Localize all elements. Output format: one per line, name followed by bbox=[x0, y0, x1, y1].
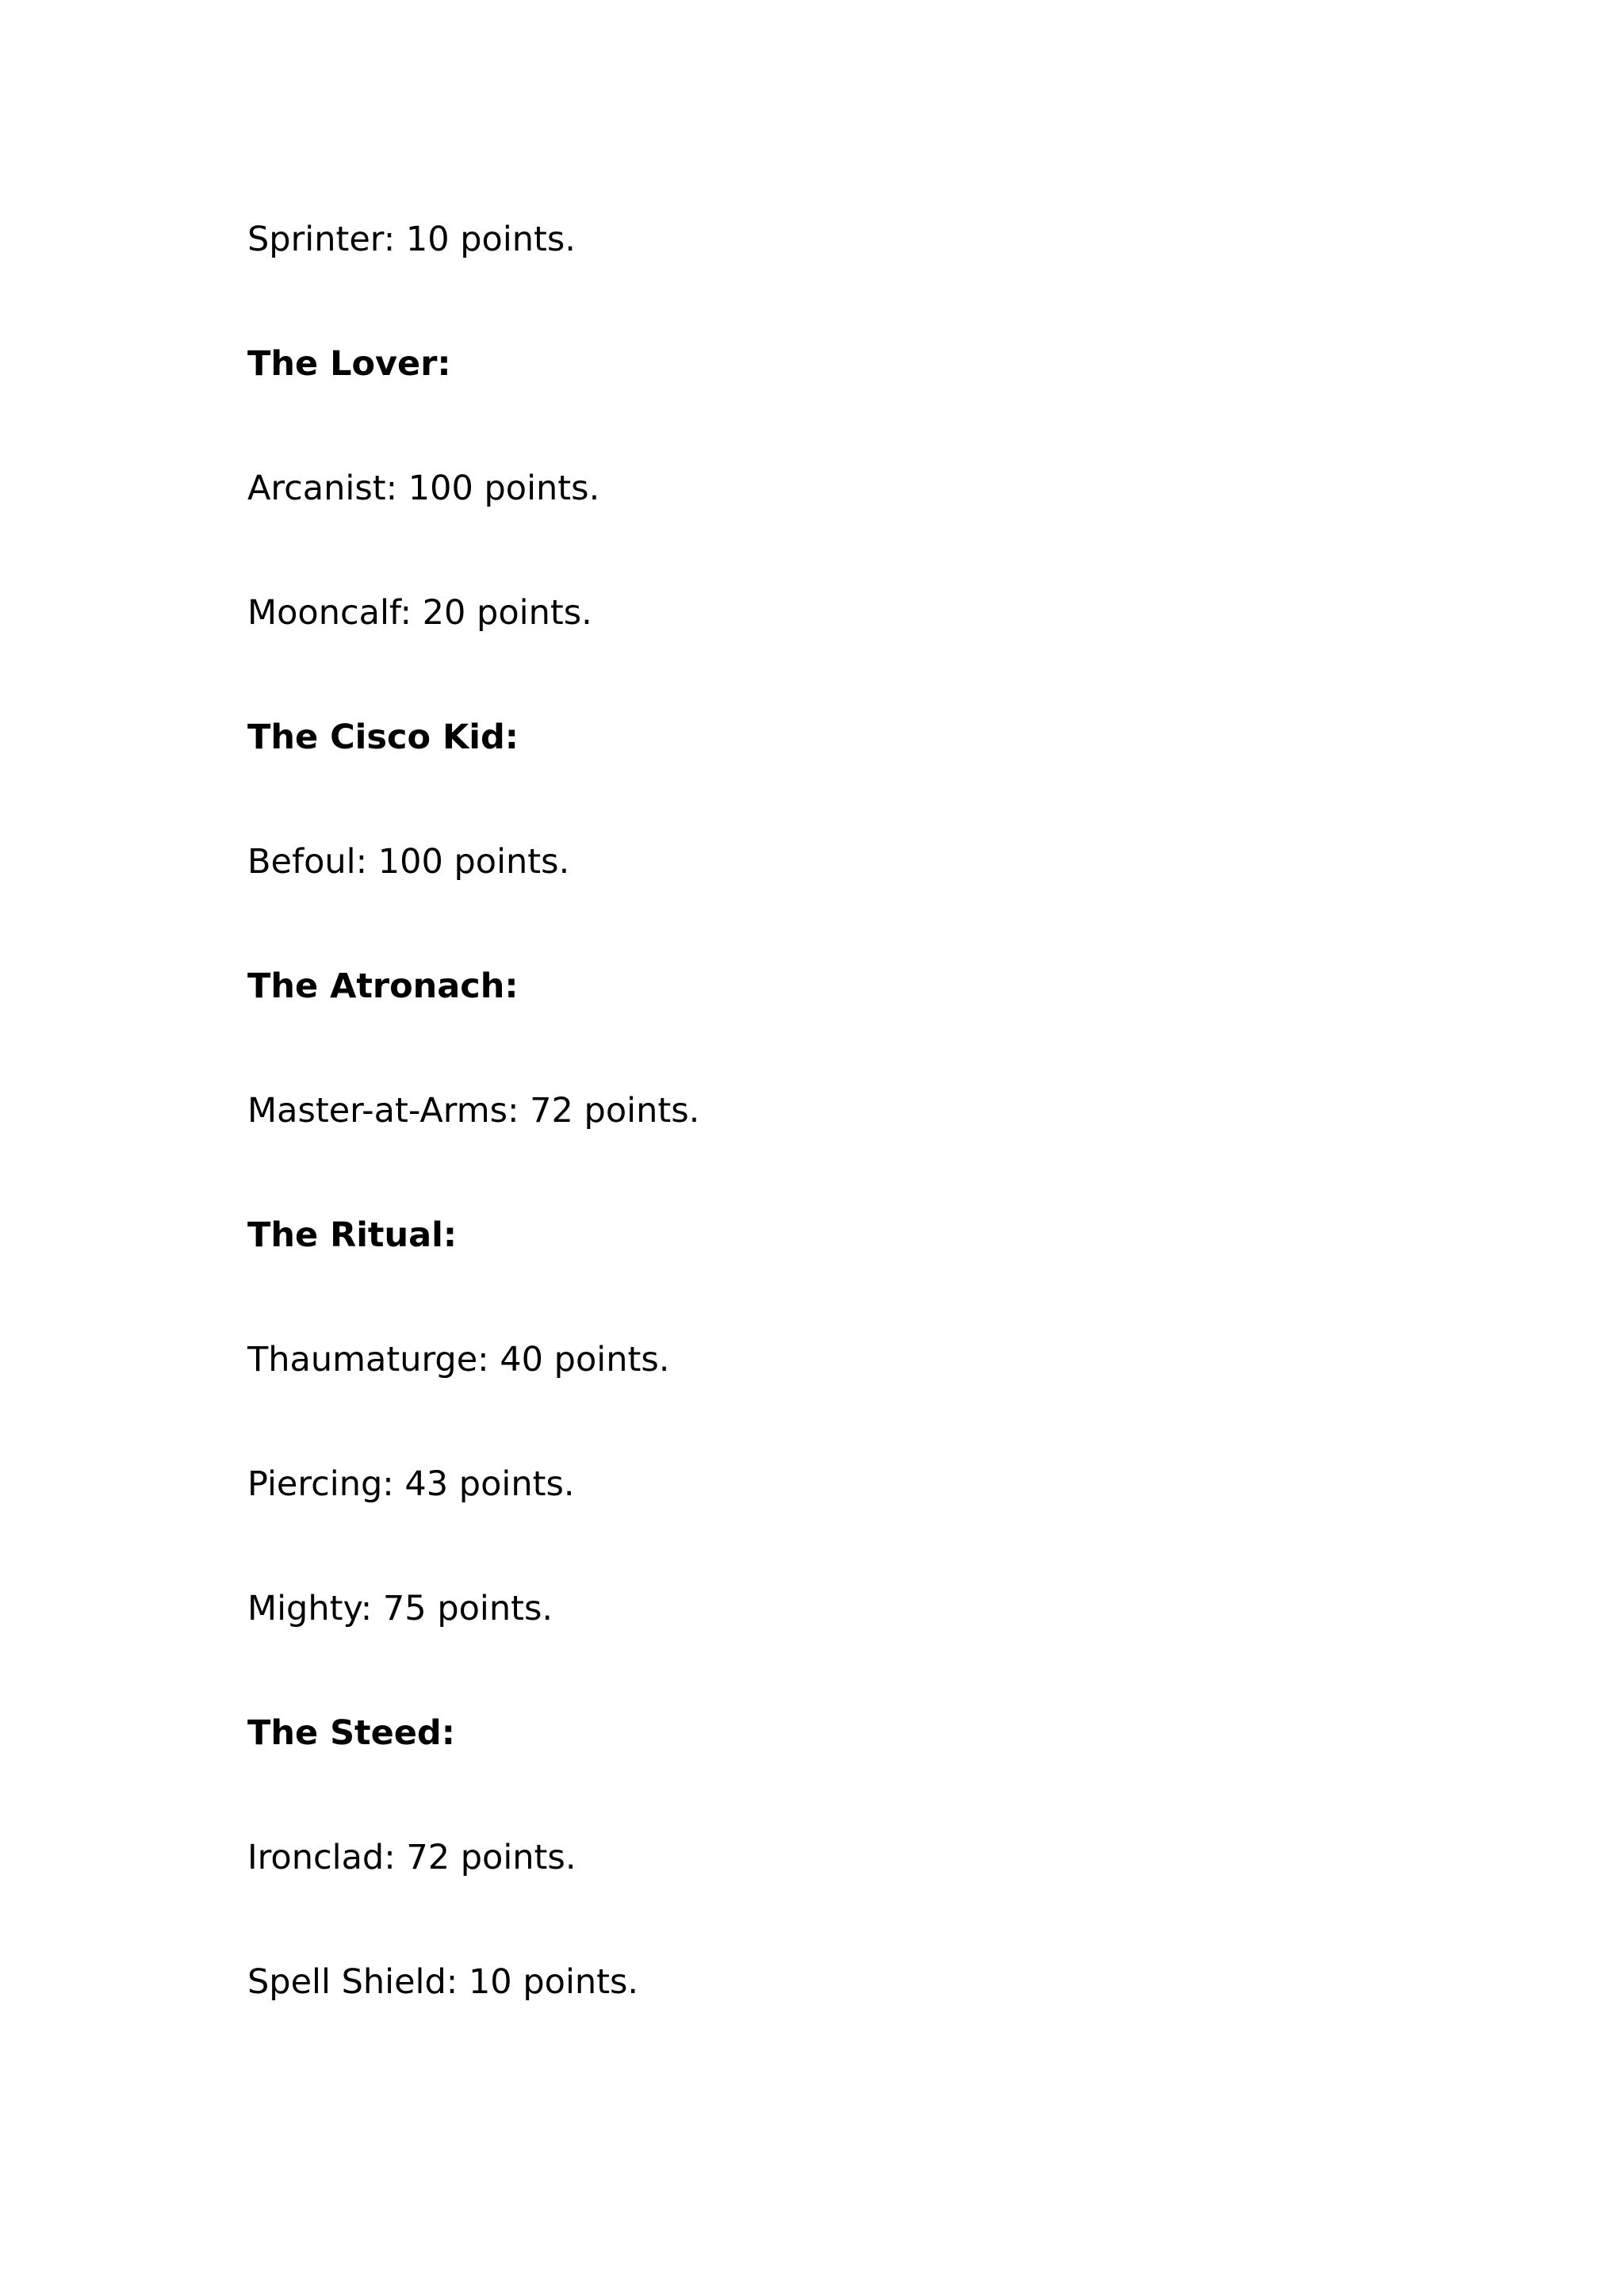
line-befoul: Befoul: 100 points. bbox=[247, 842, 570, 882]
line-arcanist: Arcanist: 100 points. bbox=[247, 469, 600, 508]
heading-the-steed: The Steed: bbox=[247, 1713, 455, 1753]
line-spell-shield: Spell Shield: 10 points. bbox=[247, 1962, 639, 2002]
line-sprinter: Sprinter: 10 points. bbox=[247, 220, 576, 259]
heading-the-cisco-kid: The Cisco Kid: bbox=[247, 718, 519, 757]
line-mooncalf: Mooncalf: 20 points. bbox=[247, 593, 592, 633]
heading-the-atronach: The Atronach: bbox=[247, 966, 519, 1006]
line-master-at-arms: Master-at-Arms: 72 points. bbox=[247, 1091, 700, 1131]
line-ironclad: Ironclad: 72 points. bbox=[247, 1838, 576, 1877]
line-thaumaturge: Thaumaturge: 40 points. bbox=[247, 1340, 670, 1380]
line-mighty: Mighty: 75 points. bbox=[247, 1589, 553, 1628]
heading-the-ritual: The Ritual: bbox=[247, 1215, 458, 1255]
line-piercing: Piercing: 43 points. bbox=[247, 1464, 575, 1504]
heading-the-lover: The Lover: bbox=[247, 344, 451, 384]
